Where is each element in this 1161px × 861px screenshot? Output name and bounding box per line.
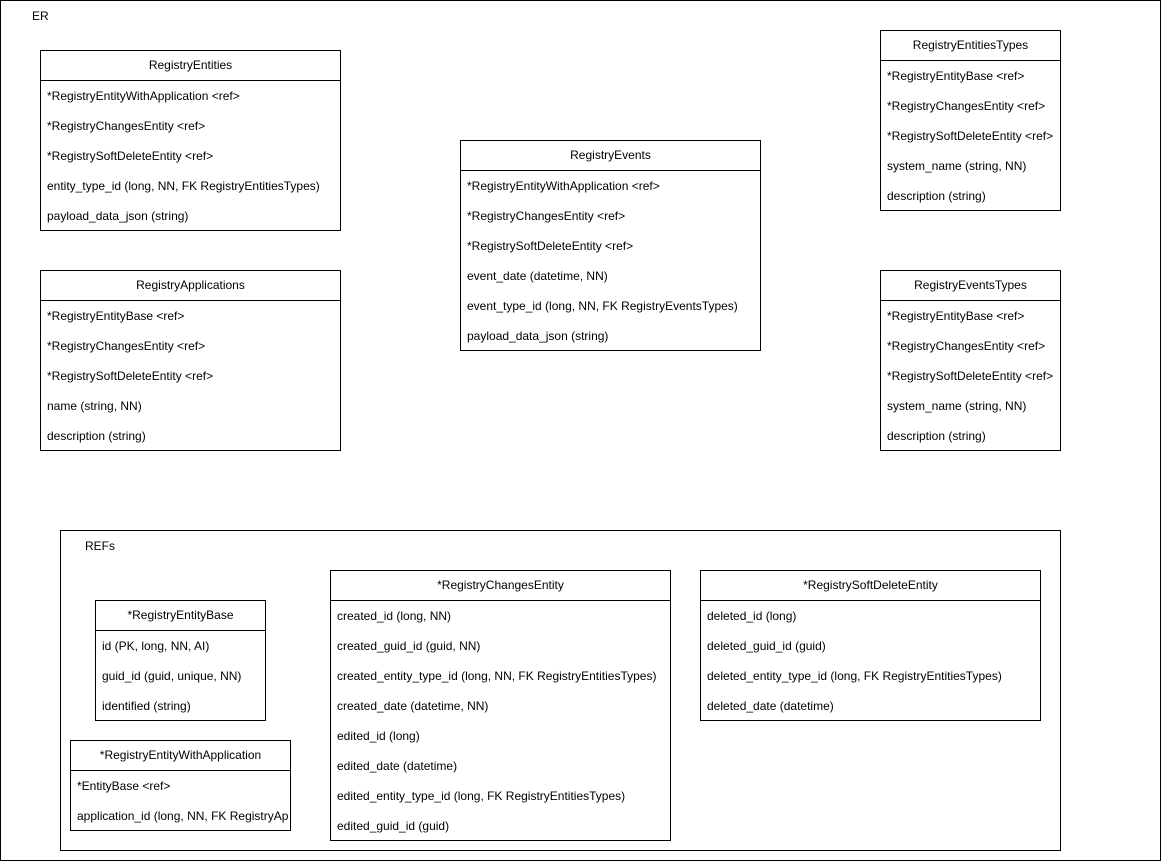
entity-field[interactable]: name (string, NN) <box>47 399 142 413</box>
entity-field[interactable]: *RegistryEntityBase <ref> <box>47 309 185 323</box>
entity-field[interactable]: payload_data_json (string) <box>47 209 189 223</box>
entity-registry-entities-types[interactable] <box>880 30 1061 211</box>
entity-registry-entities[interactable] <box>40 50 341 231</box>
entity-field[interactable]: id (PK, long, NN, AI) <box>102 639 210 653</box>
entity-field[interactable]: entity_type_id (long, NN, FK RegistryEntitiesTypes) <box>47 179 320 193</box>
refs-frame-label: REFs <box>85 539 115 553</box>
entity-field[interactable]: deleted_date (datetime) <box>707 699 834 713</box>
entity-field[interactable]: identified (string) <box>102 699 191 713</box>
er-frame-label: ER <box>32 9 49 23</box>
entity-title: *RegistryEntityBase <box>96 601 265 631</box>
entity-field[interactable]: description (string) <box>47 429 146 443</box>
entity-field[interactable]: *RegistryEntityBase <ref> <box>887 309 1025 323</box>
entity-registry-entity-with-application[interactable] <box>70 740 291 831</box>
entity-registry-soft-delete-entity[interactable] <box>700 570 1041 721</box>
entity-registry-events-types[interactable] <box>880 270 1061 451</box>
entity-field[interactable]: *RegistryEntityWithApplication <ref> <box>47 89 240 103</box>
entity-field[interactable]: created_id (long, NN) <box>337 609 452 623</box>
entity-field[interactable]: *RegistryChangesEntity <ref> <box>887 339 1046 353</box>
entity-field[interactable]: *RegistryChangesEntity <ref> <box>467 209 626 223</box>
entity-title: *RegistryChangesEntity <box>331 571 670 601</box>
entity-title: RegistryEntities <box>41 51 340 81</box>
entity-field[interactable]: system_name (string, NN) <box>887 159 1027 173</box>
entity-field[interactable]: *RegistrySoftDeleteEntity <ref> <box>887 369 1054 383</box>
entity-registry-entity-base[interactable] <box>95 600 266 721</box>
entity-field[interactable]: created_guid_id (guid, NN) <box>337 639 481 653</box>
entity-field[interactable]: edited_entity_type_id (long, FK RegistryEntitiesTypes) <box>337 789 626 803</box>
entity-field[interactable]: edited_guid_id (guid) <box>337 819 450 833</box>
entity-title: RegistryApplications <box>41 271 340 301</box>
entity-field[interactable]: system_name (string, NN) <box>887 399 1027 413</box>
entity-field[interactable]: *RegistrySoftDeleteEntity <ref> <box>887 129 1054 143</box>
entity-field[interactable]: description (string) <box>887 429 986 443</box>
entity-field[interactable]: *RegistryEntityBase <ref> <box>887 69 1025 83</box>
entity-field[interactable]: *EntityBase <ref> <box>77 779 171 793</box>
entity-field[interactable]: *RegistryChangesEntity <ref> <box>47 119 206 133</box>
entity-field[interactable]: edited_id (long) <box>337 729 420 743</box>
entity-field[interactable]: deleted_entity_type_id (long, FK RegistryEntitiesTypes) <box>707 669 1002 683</box>
entity-field[interactable]: edited_date (datetime) <box>337 759 458 773</box>
entity-title: *RegistryEntityWithApplication <box>71 741 290 771</box>
entity-title: RegistryEntitiesTypes <box>881 31 1060 61</box>
entity-registry-events[interactable] <box>460 140 761 351</box>
entity-field[interactable]: *RegistryEntityWithApplication <ref> <box>467 179 660 193</box>
entity-field[interactable]: *RegistryChangesEntity <ref> <box>47 339 206 353</box>
entity-title: RegistryEvents <box>461 141 760 171</box>
entity-field[interactable]: description (string) <box>887 189 986 203</box>
entity-title: RegistryEventsTypes <box>881 271 1060 301</box>
entity-field[interactable]: *RegistrySoftDeleteEntity <ref> <box>47 149 214 163</box>
entity-registry-applications[interactable] <box>40 270 341 451</box>
entity-field[interactable]: deleted_guid_id (guid) <box>707 639 826 653</box>
entity-title: *RegistrySoftDeleteEntity <box>701 571 1040 601</box>
entity-field[interactable]: *RegistrySoftDeleteEntity <ref> <box>47 369 214 383</box>
entity-field[interactable]: payload_data_json (string) <box>467 329 609 343</box>
entity-field[interactable]: *RegistrySoftDeleteEntity <ref> <box>467 239 634 253</box>
entity-field[interactable]: deleted_id (long) <box>707 609 797 623</box>
entity-field[interactable]: created_entity_type_id (long, NN, FK RegistryEntitiesTypes) <box>337 669 657 683</box>
entity-field[interactable]: event_date (datetime, NN) <box>467 269 608 283</box>
entity-field[interactable]: *RegistryChangesEntity <ref> <box>887 99 1046 113</box>
entity-field[interactable]: application_id (long, NN, FK RegistryAp <box>77 809 289 823</box>
entity-registry-changes-entity[interactable] <box>330 570 671 841</box>
entity-field[interactable]: guid_id (guid, unique, NN) <box>102 669 242 683</box>
entity-field[interactable]: created_date (datetime, NN) <box>337 699 489 713</box>
entity-field[interactable]: event_type_id (long, NN, FK RegistryEventsTypes) <box>467 299 738 313</box>
